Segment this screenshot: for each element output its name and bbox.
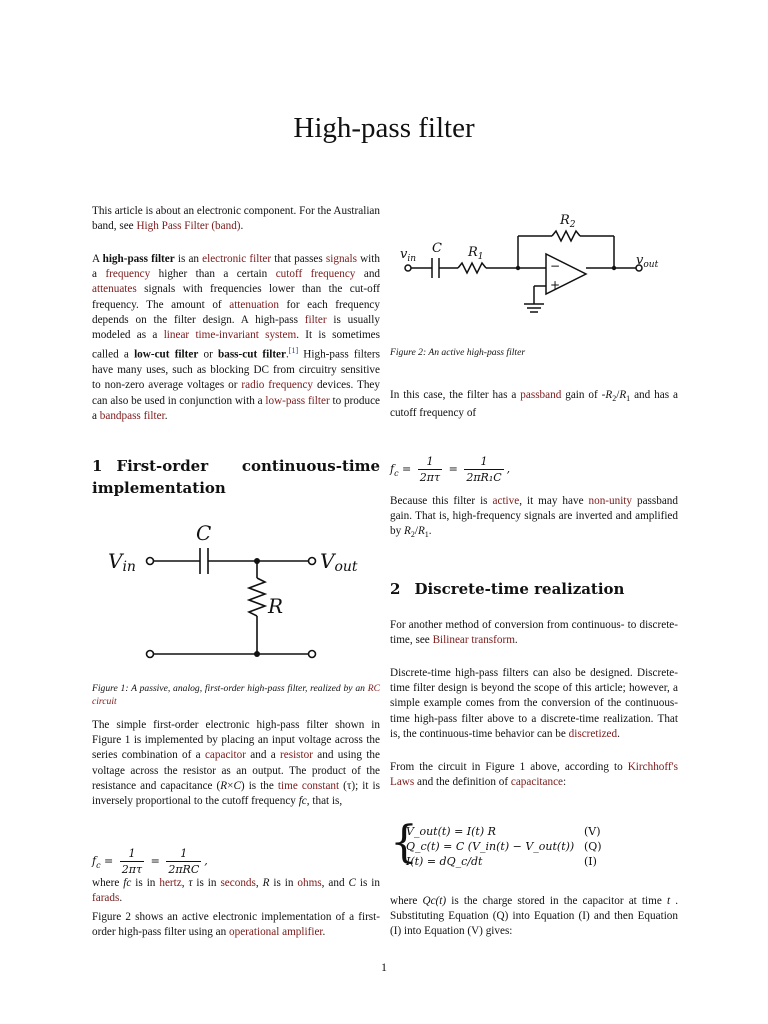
inline-link[interactable]: attenuates — [92, 283, 137, 296]
terminal-in-ground — [147, 651, 154, 658]
junction-top — [254, 558, 260, 564]
hatnote-bilinear: For another method of conversion from continuous- to discrete-time, see Bilinear transform. — [390, 619, 678, 647]
inline-link[interactable]: signals — [325, 253, 357, 265]
svg-text:vin: $v_{in}$ — [400, 247, 417, 264]
inline-link[interactable]: operational amplifier — [229, 926, 323, 939]
inline-link[interactable]: seconds — [220, 877, 256, 889]
inline-link[interactable]: attenuation — [229, 298, 279, 311]
equation-row: Q_c(t) = C (V_in(t) − V_out(t)) (Q) — [406, 840, 602, 854]
active-filter-paragraph: Because this filter is active, it may have non-unity passband gain. That is, high-frequency signals are inverted and amplified by $R_2/R_1$. — [390, 495, 678, 540]
cutoff-equation-1: $f_c$ = $\frac{1}{2\pi\tau}$ = $\frac{1}{\text{2πRC}}$ , — [92, 847, 208, 877]
intro-paragraph: A high-pass filter is an electronic filter that passes signals with a frequency higher than a certain cutoff frequency and attenuates signals with frequencies lower than the cut-off frequency. The amount of attenuation for each frequency depends on the filter design. A high-pass filter is usually modeled as a linear time-invariant system. It is sometimes called a low-cut filter or bass-cut filter.[1] High-pass filters have many uses, such as blocking DC from circuitry sensitive to non-zero average voltages or radio frequency devices. They can also be used in conjunction with a low-pass filter to produce a bandpass filter. — [92, 253, 381, 422]
link-high-pass-filter-band[interactable]: High Pass Filter (band) — [136, 220, 241, 233]
figure-1-rc-circuit — [102, 520, 372, 665]
label-r: R — [268, 594, 284, 618]
first-order-paragraph: The simple first-order electronic high-pass filter shown in Figure 1 is implemented by placing an input voltage across the series combination of a capacitor and a resistor and using the voltage across the resistor as an output. The product of the resistance and capacitance (R×C) is the time constant (τ); it is inversely proportional to the cutoff frequency fc, that is, — [92, 719, 381, 808]
svg-text:−: − — [550, 259, 561, 273]
inline-link[interactable]: resistor — [280, 749, 313, 762]
inline-link[interactable]: linear time-invariant system — [163, 329, 297, 342]
inline-link[interactable]: capacitor — [204, 749, 246, 762]
figure-2-active-filter — [396, 208, 678, 328]
section-2-heading: 2 Discrete-time realization — [390, 580, 625, 598]
equation-row: V_out(t) = I(t) R (V) — [406, 825, 601, 838]
inline-link[interactable]: bandpass filter — [99, 409, 165, 422]
inline-link[interactable]: farads — [92, 892, 120, 905]
inline-link[interactable]: hertz — [159, 877, 182, 889]
label-c: C — [196, 521, 212, 545]
page-title: High-pass filter — [293, 112, 475, 144]
inline-link[interactable]: active — [492, 495, 520, 507]
resistor-zigzag — [249, 578, 265, 616]
inline-link[interactable]: radio frequency — [241, 379, 314, 392]
kirchhoff-paragraph: From the circuit in Figure 1 above, according to Kirchhoff's Laws and the definition of capacitance: — [390, 761, 678, 789]
label-vin: Vin — [108, 549, 136, 575]
inline-link[interactable]: low-pass filter — [265, 394, 330, 407]
terminal-out — [309, 558, 316, 565]
inline-link[interactable]: passband — [520, 389, 562, 401]
inline-link[interactable]: non-unity — [588, 495, 633, 507]
page-number: 1 — [381, 960, 387, 974]
figure-2-intro-paragraph: Figure 2 shows an active electronic implementation of a first-order high-pass filter using an operational amplifier. — [92, 911, 380, 939]
svg-text:R2: $R_2$ — [560, 213, 576, 230]
inline-link[interactable]: ohms — [297, 877, 322, 889]
figure-1-caption: Figure 1: A passive, analog, first-order high-pass filter, realized by an RC circuit — [92, 683, 380, 707]
terminal-in — [147, 558, 154, 565]
svg-text:C: C — [432, 241, 442, 256]
discrete-time-paragraph: Discrete-time high-pass filters can also be designed. Discrete-time filter design is beyond the scope of this article; however, a simple example comes from the conversion of the continuous-time high-pass filter above to a discrete-time realization. That is, the continuous-time behavior can be discretized. — [390, 667, 678, 740]
section-1-heading: 1 First-order continuous-time implementation — [92, 457, 380, 497]
link-rc-circuit[interactable]: RC circuit — [92, 683, 380, 707]
svg-text:R1: $R_1$ — [468, 245, 484, 262]
inline-link[interactable]: time constant — [277, 779, 340, 792]
hatnote-band: This article is about an electronic component. For the Australian band, see High Pass Filter (band). — [92, 205, 380, 233]
terminal-out-ground — [309, 651, 316, 658]
svg-text:+: + — [550, 278, 561, 292]
inline-link[interactable]: filter — [304, 313, 327, 326]
inline-link[interactable]: electronic filter — [202, 253, 272, 265]
figure-2-caption: Figure 2: An active high-pass filter — [390, 347, 526, 358]
substitution-paragraph: where Qc(t) is the charge stored in the capacitor at time t . Substituting Equation (Q) into Equation (I) and then Equation (I) into Equation (V) gives: — [390, 895, 678, 938]
inline-link[interactable]: capacitance — [510, 776, 564, 789]
label-vout: Vout — [320, 549, 358, 575]
junction-bottom — [254, 651, 260, 657]
svg-text:vout: $v_{out}$ — [636, 253, 659, 270]
units-paragraph: where fc is in hertz, τ is in seconds, R is in ohms, and C is in farads. — [92, 877, 381, 905]
cutoff-equation-2: $f_c$ = $\frac{1}{2\pi\tau}$ = $\frac{1}{\text{2πR₁C}}$ , — [390, 455, 511, 485]
inline-link[interactable]: frequency — [105, 268, 151, 281]
equation-row: I(t) = dQ_c/dt (I) — [406, 855, 597, 869]
inline-link[interactable]: cutoff frequency — [275, 268, 356, 281]
inline-link[interactable]: Kirchhoff's Laws — [390, 761, 678, 789]
link-bilinear-transform[interactable]: Bilinear transform — [432, 634, 515, 647]
inline-link[interactable]: discretized — [568, 727, 618, 740]
passband-paragraph: In this case, the filter has a passband gain of $-R_2/R_1$ and has a cutoff frequency of — [390, 389, 678, 420]
